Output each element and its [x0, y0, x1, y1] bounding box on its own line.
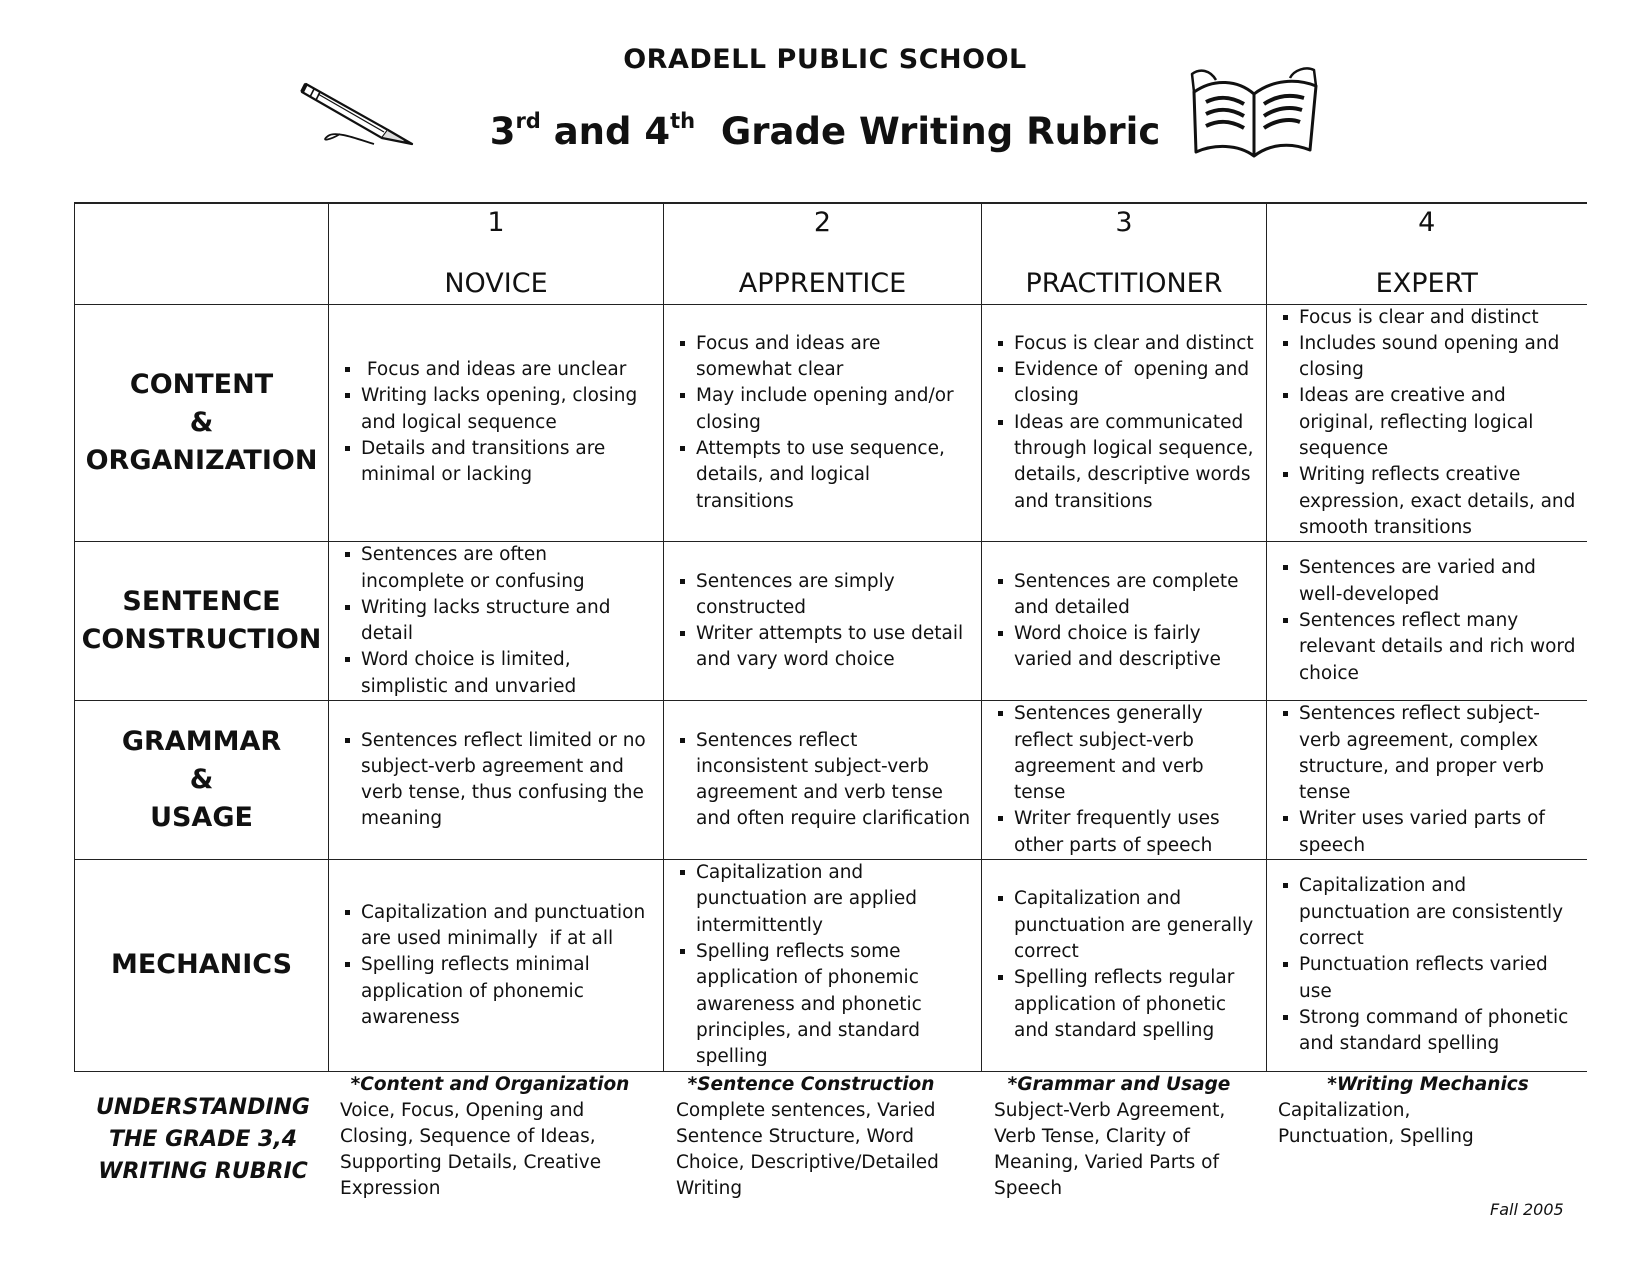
- category-line: &: [189, 406, 214, 438]
- rubric-row: [75, 701, 1587, 860]
- rubric-cell: [982, 304, 1267, 542]
- criterion: Writer attempts to use detail and vary word choice: [680, 621, 971, 674]
- rubric-cell: [1267, 860, 1587, 1071]
- criterion: Sentences reflect subject-verb agreement, complex structure, and proper verb tense: [1283, 701, 1577, 806]
- rubric-row: [75, 304, 1587, 542]
- school-name: ORADELL PUBLIC SCHOOL: [623, 44, 1027, 75]
- rubric-cell: [1267, 542, 1587, 701]
- rubric-cell: [329, 304, 664, 542]
- category-cell: [75, 860, 329, 1071]
- rubric-cell: [982, 542, 1267, 701]
- criterion: Punctuation reflects varied use: [1283, 952, 1577, 1005]
- rubric-cell: [664, 860, 982, 1071]
- criterion: Focus is clear and distinct: [998, 331, 1256, 357]
- corner-cell: [75, 203, 329, 304]
- rubric-cell: [329, 542, 664, 701]
- criterion: Focus and ideas are somewhat clear: [680, 331, 971, 384]
- level-name: NOVICE: [444, 267, 548, 299]
- criterion: Evidence of opening and closing: [998, 357, 1256, 410]
- level-header: [982, 203, 1267, 304]
- criterion: Details and transitions are minimal or lacking: [345, 436, 653, 489]
- criterion: Spelling reflects regular application of phonetic and standard spelling: [998, 965, 1256, 1044]
- rubric-row: [75, 860, 1587, 1071]
- criterion: Ideas are communicated through logical sequence, details, descriptive words and transitions: [998, 410, 1256, 515]
- criteria-list: [1267, 555, 1587, 686]
- title-rest: Grade Writing Rubric: [695, 110, 1161, 153]
- criteria-list: [664, 331, 981, 515]
- title-grade-3: 3: [489, 110, 516, 153]
- category-cell: [75, 701, 329, 860]
- category-line: ORGANIZATION: [85, 444, 318, 476]
- criteria-list: [1267, 873, 1587, 1057]
- title-and: and: [540, 110, 645, 153]
- note-title: *Content and Organization: [350, 1074, 630, 1095]
- understanding-heading: [88, 1092, 318, 1188]
- rubric-row: [75, 542, 1587, 701]
- criterion: Writing lacks opening, closing and logical sequence: [345, 383, 653, 436]
- category-line: CONTENT: [129, 368, 274, 400]
- category-line: &: [189, 764, 214, 796]
- understanding-line: UNDERSTANDING: [95, 1095, 310, 1120]
- note-text: Subject-Verb Agreement, Verb Tense, Clarity of Meaning, Varied Parts of Speech: [994, 1100, 1226, 1199]
- level-name: EXPERT: [1375, 267, 1478, 299]
- criterion: Attempts to use sequence, details, and logical transitions: [680, 436, 971, 515]
- criteria-list: [982, 569, 1266, 674]
- criterion: Sentences are complete and detailed: [998, 569, 1256, 622]
- rubric-cell: [664, 542, 982, 701]
- note-title: *Sentence Construction: [687, 1074, 935, 1095]
- criterion: Sentences reflect limited or no subject-verb agreement and verb tense, thus confusing the meaning: [345, 728, 653, 833]
- note-content-organization: [340, 1072, 640, 1202]
- pencil-icon: [300, 74, 420, 148]
- note-text: Complete sentences, Varied Sentence Structure, Word Choice, Descriptive/Detailed Writing: [676, 1100, 939, 1199]
- criterion: Sentences are often incomplete or confusing: [345, 542, 653, 595]
- open-book-icon: [1190, 66, 1320, 162]
- category-line: SENTENCE: [122, 586, 281, 618]
- criteria-list: [329, 357, 663, 488]
- rubric-title: [0, 110, 1650, 153]
- criterion: Includes sound opening and closing: [1283, 331, 1577, 384]
- note-text: Capitalization, Punctuation, Spelling: [1278, 1100, 1474, 1147]
- criterion: Writer frequently uses other parts of speech: [998, 806, 1256, 859]
- criterion: Spelling reflects some application of phonemic awareness and phonetic principles, and standard spelling: [680, 939, 971, 1070]
- understanding-line: WRITING RUBRIC: [98, 1159, 308, 1184]
- category-cell: [75, 542, 329, 701]
- understanding-line: THE GRADE 3,4: [108, 1127, 298, 1152]
- criteria-list: [664, 860, 981, 1070]
- level-number: 4: [1418, 206, 1436, 238]
- criterion: Sentences reflect many relevant details and rich word choice: [1283, 608, 1577, 687]
- category-line: GRAMMAR: [121, 726, 282, 758]
- note-title: *Writing Mechanics: [1327, 1074, 1529, 1095]
- criterion: Focus is clear and distinct: [1283, 305, 1577, 331]
- level-header-row: [75, 203, 1587, 304]
- rubric-cell: [664, 304, 982, 542]
- criteria-list: [1267, 701, 1587, 859]
- category-cell: [75, 304, 329, 542]
- criterion: Writer uses varied parts of speech: [1283, 806, 1577, 859]
- level-header: [664, 203, 982, 304]
- criterion: Capitalization and punctuation are consistently correct: [1283, 873, 1577, 952]
- rubric-cell: [982, 860, 1267, 1071]
- criterion: Sentences reflect inconsistent subject-verb agreement and verb tense and often require clarification: [680, 728, 971, 833]
- criteria-list: [329, 728, 663, 833]
- note-text: Voice, Focus, Opening and Closing, Sequence of Ideas, Supporting Details, Creative Expression: [340, 1100, 602, 1199]
- note-grammar-usage: [994, 1072, 1244, 1202]
- criteria-list: [329, 542, 663, 700]
- criterion: Sentences are varied and well-developed: [1283, 555, 1577, 608]
- note-writing-mechanics: [1278, 1072, 1578, 1150]
- criterion: Sentences generally reflect subject-verb agreement and verb tense: [998, 701, 1256, 806]
- title-grade-4: 4: [644, 110, 671, 153]
- criteria-list: [982, 886, 1266, 1044]
- criterion: Sentences are simply constructed: [680, 569, 971, 622]
- criteria-list: [982, 331, 1266, 515]
- level-header: [1267, 203, 1587, 304]
- rubric-cell: [329, 860, 664, 1071]
- category-line: MECHANICS: [110, 949, 293, 981]
- criterion: May include opening and/or closing: [680, 383, 971, 436]
- rubric-cell: [982, 701, 1267, 860]
- note-title: *Grammar and Usage: [1007, 1074, 1231, 1095]
- level-name: PRACTITIONER: [1025, 267, 1223, 299]
- criteria-list: [664, 569, 981, 674]
- criterion: Strong command of phonetic and standard spelling: [1283, 1005, 1577, 1058]
- rubric-cell: [329, 701, 664, 860]
- category-line: CONSTRUCTION: [81, 624, 322, 656]
- criterion: Writing reflects creative expression, exact details, and smooth transitions: [1283, 462, 1577, 541]
- rubric-cell: [1267, 304, 1587, 542]
- criterion: Capitalization and punctuation are generally correct: [998, 886, 1256, 965]
- criterion: Capitalization and punctuation are used minimally if at all: [345, 900, 653, 953]
- footer-date: Fall 2005: [1490, 1200, 1564, 1219]
- level-number: 3: [1115, 206, 1133, 238]
- level-header: [329, 203, 664, 304]
- note-sentence-construction: [676, 1072, 946, 1202]
- rubric-table: [74, 202, 1587, 1072]
- criterion: Spelling reflects minimal application of phonemic awareness: [345, 952, 653, 1031]
- rubric-cell: [1267, 701, 1587, 860]
- criterion: Word choice is limited, simplistic and unvaried: [345, 647, 653, 700]
- criterion: Ideas are creative and original, reflecting logical sequence: [1283, 383, 1577, 462]
- level-number: 2: [813, 206, 832, 238]
- criterion: Writing lacks structure and detail: [345, 595, 653, 648]
- criteria-list: [329, 900, 663, 1031]
- criterion: Word choice is fairly varied and descriptive: [998, 621, 1256, 674]
- category-line: USAGE: [150, 802, 253, 834]
- criterion: Capitalization and punctuation are applied intermittently: [680, 860, 971, 939]
- criteria-list: [1267, 305, 1587, 542]
- criterion: Focus and ideas are unclear: [345, 357, 653, 383]
- title-sup-rd: rd: [515, 109, 541, 133]
- title-sup-th: th: [670, 109, 696, 133]
- level-number: 1: [487, 206, 505, 238]
- criteria-list: [664, 728, 981, 833]
- level-name: APPRENTICE: [738, 267, 907, 299]
- criteria-list: [982, 701, 1266, 859]
- rubric-cell: [664, 701, 982, 860]
